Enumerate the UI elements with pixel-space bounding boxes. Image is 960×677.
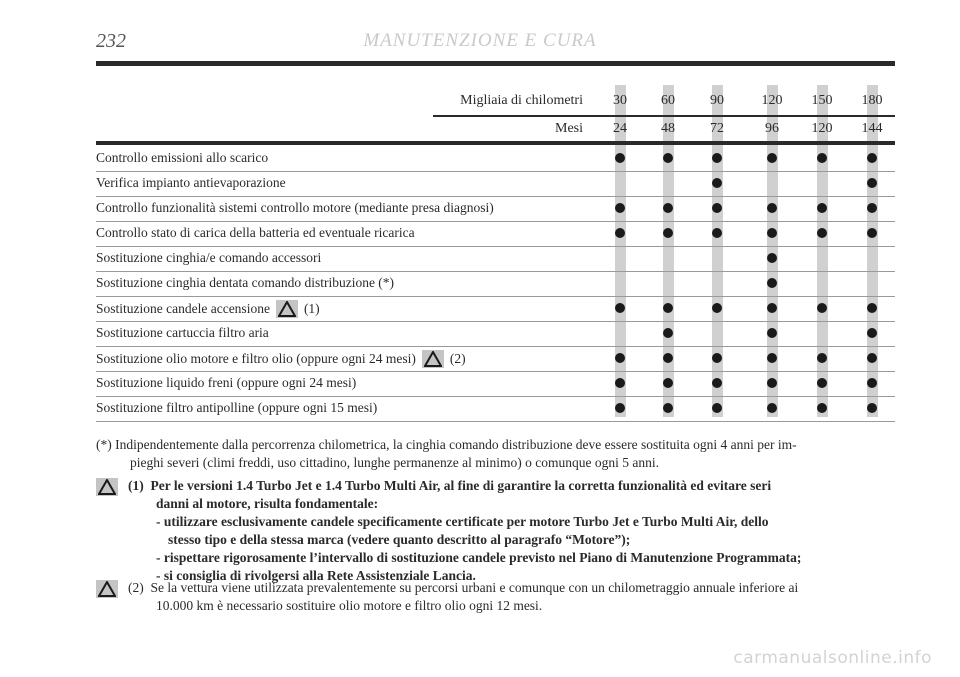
- row-label-text: Controllo emissioni allo scarico: [96, 150, 269, 165]
- row-label: [96, 175, 286, 191]
- note-1-line1: Per le versioni 1.4 Turbo Jet e 1.4 Turbo Multi Air, al fine di garantire la corretta funzionalità ed evitare seri: [150, 478, 772, 493]
- maintenance-dot: [817, 378, 827, 388]
- months-value: 24: [613, 121, 627, 136]
- months-value: 96: [765, 121, 779, 136]
- maintenance-dot: [767, 303, 777, 313]
- maintenance-dot: [663, 228, 673, 238]
- table-row: [96, 196, 895, 222]
- row-label-text: Controllo funzionalità sistemi controllo motore (mediante presa diagnosi): [96, 200, 494, 215]
- note-1-line5: - rispettare rigorosamente l’intervallo di sostituzione candele previsto nel Piano di Manutenzione Programmata;: [156, 550, 802, 565]
- maintenance-dot: [712, 178, 722, 188]
- months-value: 72: [710, 121, 724, 136]
- maintenance-dot: [817, 303, 827, 313]
- note-2-line2: 10.000 km è necessario sostituire olio motore e filtro olio ogni 12 mesi.: [156, 598, 543, 613]
- maintenance-dot: [817, 403, 827, 413]
- row-label: [96, 275, 394, 291]
- maintenance-dot: [712, 228, 722, 238]
- warning-triangle-icon: [276, 300, 298, 318]
- page-title: MANUTENZIONE E CURA: [363, 30, 597, 51]
- row-note-ref: (1): [303, 301, 320, 316]
- maintenance-dot: [867, 228, 877, 238]
- warning-triangle-icon: [96, 580, 118, 598]
- maintenance-dot: [663, 403, 673, 413]
- maintenance-dot: [767, 153, 777, 163]
- maintenance-dot: [867, 403, 877, 413]
- row-label-text: Sostituzione filtro antipolline (oppure ogni 15 mesi): [96, 400, 378, 415]
- maintenance-dot: [615, 403, 625, 413]
- km-value: 60: [661, 93, 675, 108]
- maintenance-dot: [867, 203, 877, 213]
- table-row: [96, 271, 895, 297]
- row-label-text: Sostituzione cinghia/e comando accessori: [96, 250, 322, 265]
- maintenance-dot: [712, 403, 722, 413]
- maintenance-dot: [817, 228, 827, 238]
- km-value: 30: [613, 93, 627, 108]
- note-star: [96, 436, 896, 472]
- note-1-line3: - utilizzare esclusivamente candele specificamente certificate per motore Turbo Jet e Turbo Multi Air, dello: [156, 514, 769, 529]
- months-value: 120: [811, 121, 833, 136]
- maintenance-dot: [767, 253, 777, 263]
- maintenance-dot: [867, 328, 877, 338]
- km-value: 90: [710, 93, 724, 108]
- maintenance-dot: [712, 378, 722, 388]
- watermark: carmanualsonline.info: [733, 648, 932, 668]
- maintenance-dot: [663, 353, 673, 363]
- maintenance-dot: [663, 303, 673, 313]
- table-row: [96, 246, 895, 272]
- km-value: 120: [761, 93, 783, 108]
- row-label-text: Sostituzione liquido freni (oppure ogni 24 mesi): [96, 375, 357, 390]
- row-label: [96, 350, 466, 368]
- row-label-text: Sostituzione candele accensione: [96, 301, 270, 316]
- header-bottom-rule: [96, 141, 895, 145]
- row-note-ref: (2): [449, 351, 466, 366]
- maintenance-dot: [767, 203, 777, 213]
- table-row: [96, 396, 895, 422]
- maintenance-dot: [663, 153, 673, 163]
- table-row: [96, 371, 895, 397]
- maintenance-dot: [867, 153, 877, 163]
- row-label: [96, 250, 321, 266]
- maintenance-dot: [767, 278, 777, 288]
- row-label: [96, 325, 269, 341]
- table-row: [96, 221, 895, 247]
- note-1-line4: stesso tipo e della stessa marca (vedere quanto descritto al paragrafo “Motore”);: [168, 532, 631, 547]
- maintenance-dot: [663, 203, 673, 213]
- row-label-text: Sostituzione olio motore e filtro olio (oppure ogni 24 mesi): [96, 351, 416, 366]
- note-star-marker: (*): [96, 437, 112, 452]
- maintenance-dot: [817, 353, 827, 363]
- km-value: 180: [861, 93, 883, 108]
- maintenance-dot: [663, 378, 673, 388]
- maintenance-dot: [767, 228, 777, 238]
- maintenance-dot: [867, 178, 877, 188]
- note-1-line2: danni al motore, risulta fondamentale:: [156, 496, 379, 511]
- row-label-text: Sostituzione cinghia dentata comando distribuzione (*): [96, 275, 395, 290]
- maintenance-dot: [867, 303, 877, 313]
- row-label: [96, 225, 415, 241]
- maintenance-dot: [767, 403, 777, 413]
- maintenance-dot: [767, 328, 777, 338]
- months-header-label: Mesi: [555, 121, 583, 136]
- maintenance-dot: [767, 378, 777, 388]
- km-value: 150: [811, 93, 833, 108]
- note-star-line2: pieghi severi (climi freddi, uso cittadino, lunghe permanenze al minimo) o comunque ogni 5 anni.: [130, 455, 659, 470]
- maintenance-dot: [663, 328, 673, 338]
- maintenance-dot: [615, 203, 625, 213]
- maintenance-dot: [615, 353, 625, 363]
- maintenance-dot: [615, 153, 625, 163]
- table-row: [96, 296, 895, 322]
- maintenance-dot: [817, 153, 827, 163]
- maintenance-dot: [712, 303, 722, 313]
- note-star-line1: Indipendentemente dalla percorrenza chilometrica, la cinghia comando distribuzione deve essere sostituita ogni 4 anni per im-: [115, 437, 797, 452]
- warning-triangle-icon: [96, 478, 118, 496]
- note-1-marker: (1): [128, 478, 144, 493]
- row-label: [96, 375, 356, 391]
- table-row: [96, 146, 895, 172]
- table-row: [96, 171, 895, 197]
- note-1-line6: - si consiglia di rivolgersi alla Rete Assistenziale Lancia.: [156, 568, 476, 583]
- maintenance-dot: [867, 353, 877, 363]
- row-label: [96, 200, 494, 216]
- row-label: [96, 400, 377, 416]
- row-label-text: Verifica impianto antievaporazione: [96, 175, 286, 190]
- note-2-marker: (2): [128, 580, 144, 595]
- months-value: 144: [861, 121, 883, 136]
- maintenance-dot: [817, 203, 827, 213]
- top-rule: [96, 61, 895, 66]
- maintenance-dot: [615, 303, 625, 313]
- header-divider: [433, 115, 895, 117]
- months-value: 48: [661, 121, 675, 136]
- maintenance-dot: [712, 203, 722, 213]
- km-header-label: Migliaia di chilometri: [460, 93, 583, 108]
- row-label-text: Sostituzione cartuccia filtro aria: [96, 325, 269, 340]
- maintenance-dot: [867, 378, 877, 388]
- note-2-line1: Se la vettura viene utilizzata prevalentemente su percorsi urbani e comunque con un chilometraggio annuale inferiore ai: [150, 580, 799, 595]
- warning-triangle-icon: [422, 350, 444, 368]
- row-label-text: Controllo stato di carica della batteria ed eventuale ricarica: [96, 225, 415, 240]
- maintenance-dot: [615, 378, 625, 388]
- row-label: [96, 150, 268, 166]
- page-number: 232: [96, 30, 126, 52]
- maintenance-dot: [767, 353, 777, 363]
- table-row: [96, 346, 895, 372]
- maintenance-dot: [712, 153, 722, 163]
- table-row: [96, 321, 895, 347]
- maintenance-dot: [712, 353, 722, 363]
- maintenance-dot: [615, 228, 625, 238]
- row-label: [96, 300, 320, 318]
